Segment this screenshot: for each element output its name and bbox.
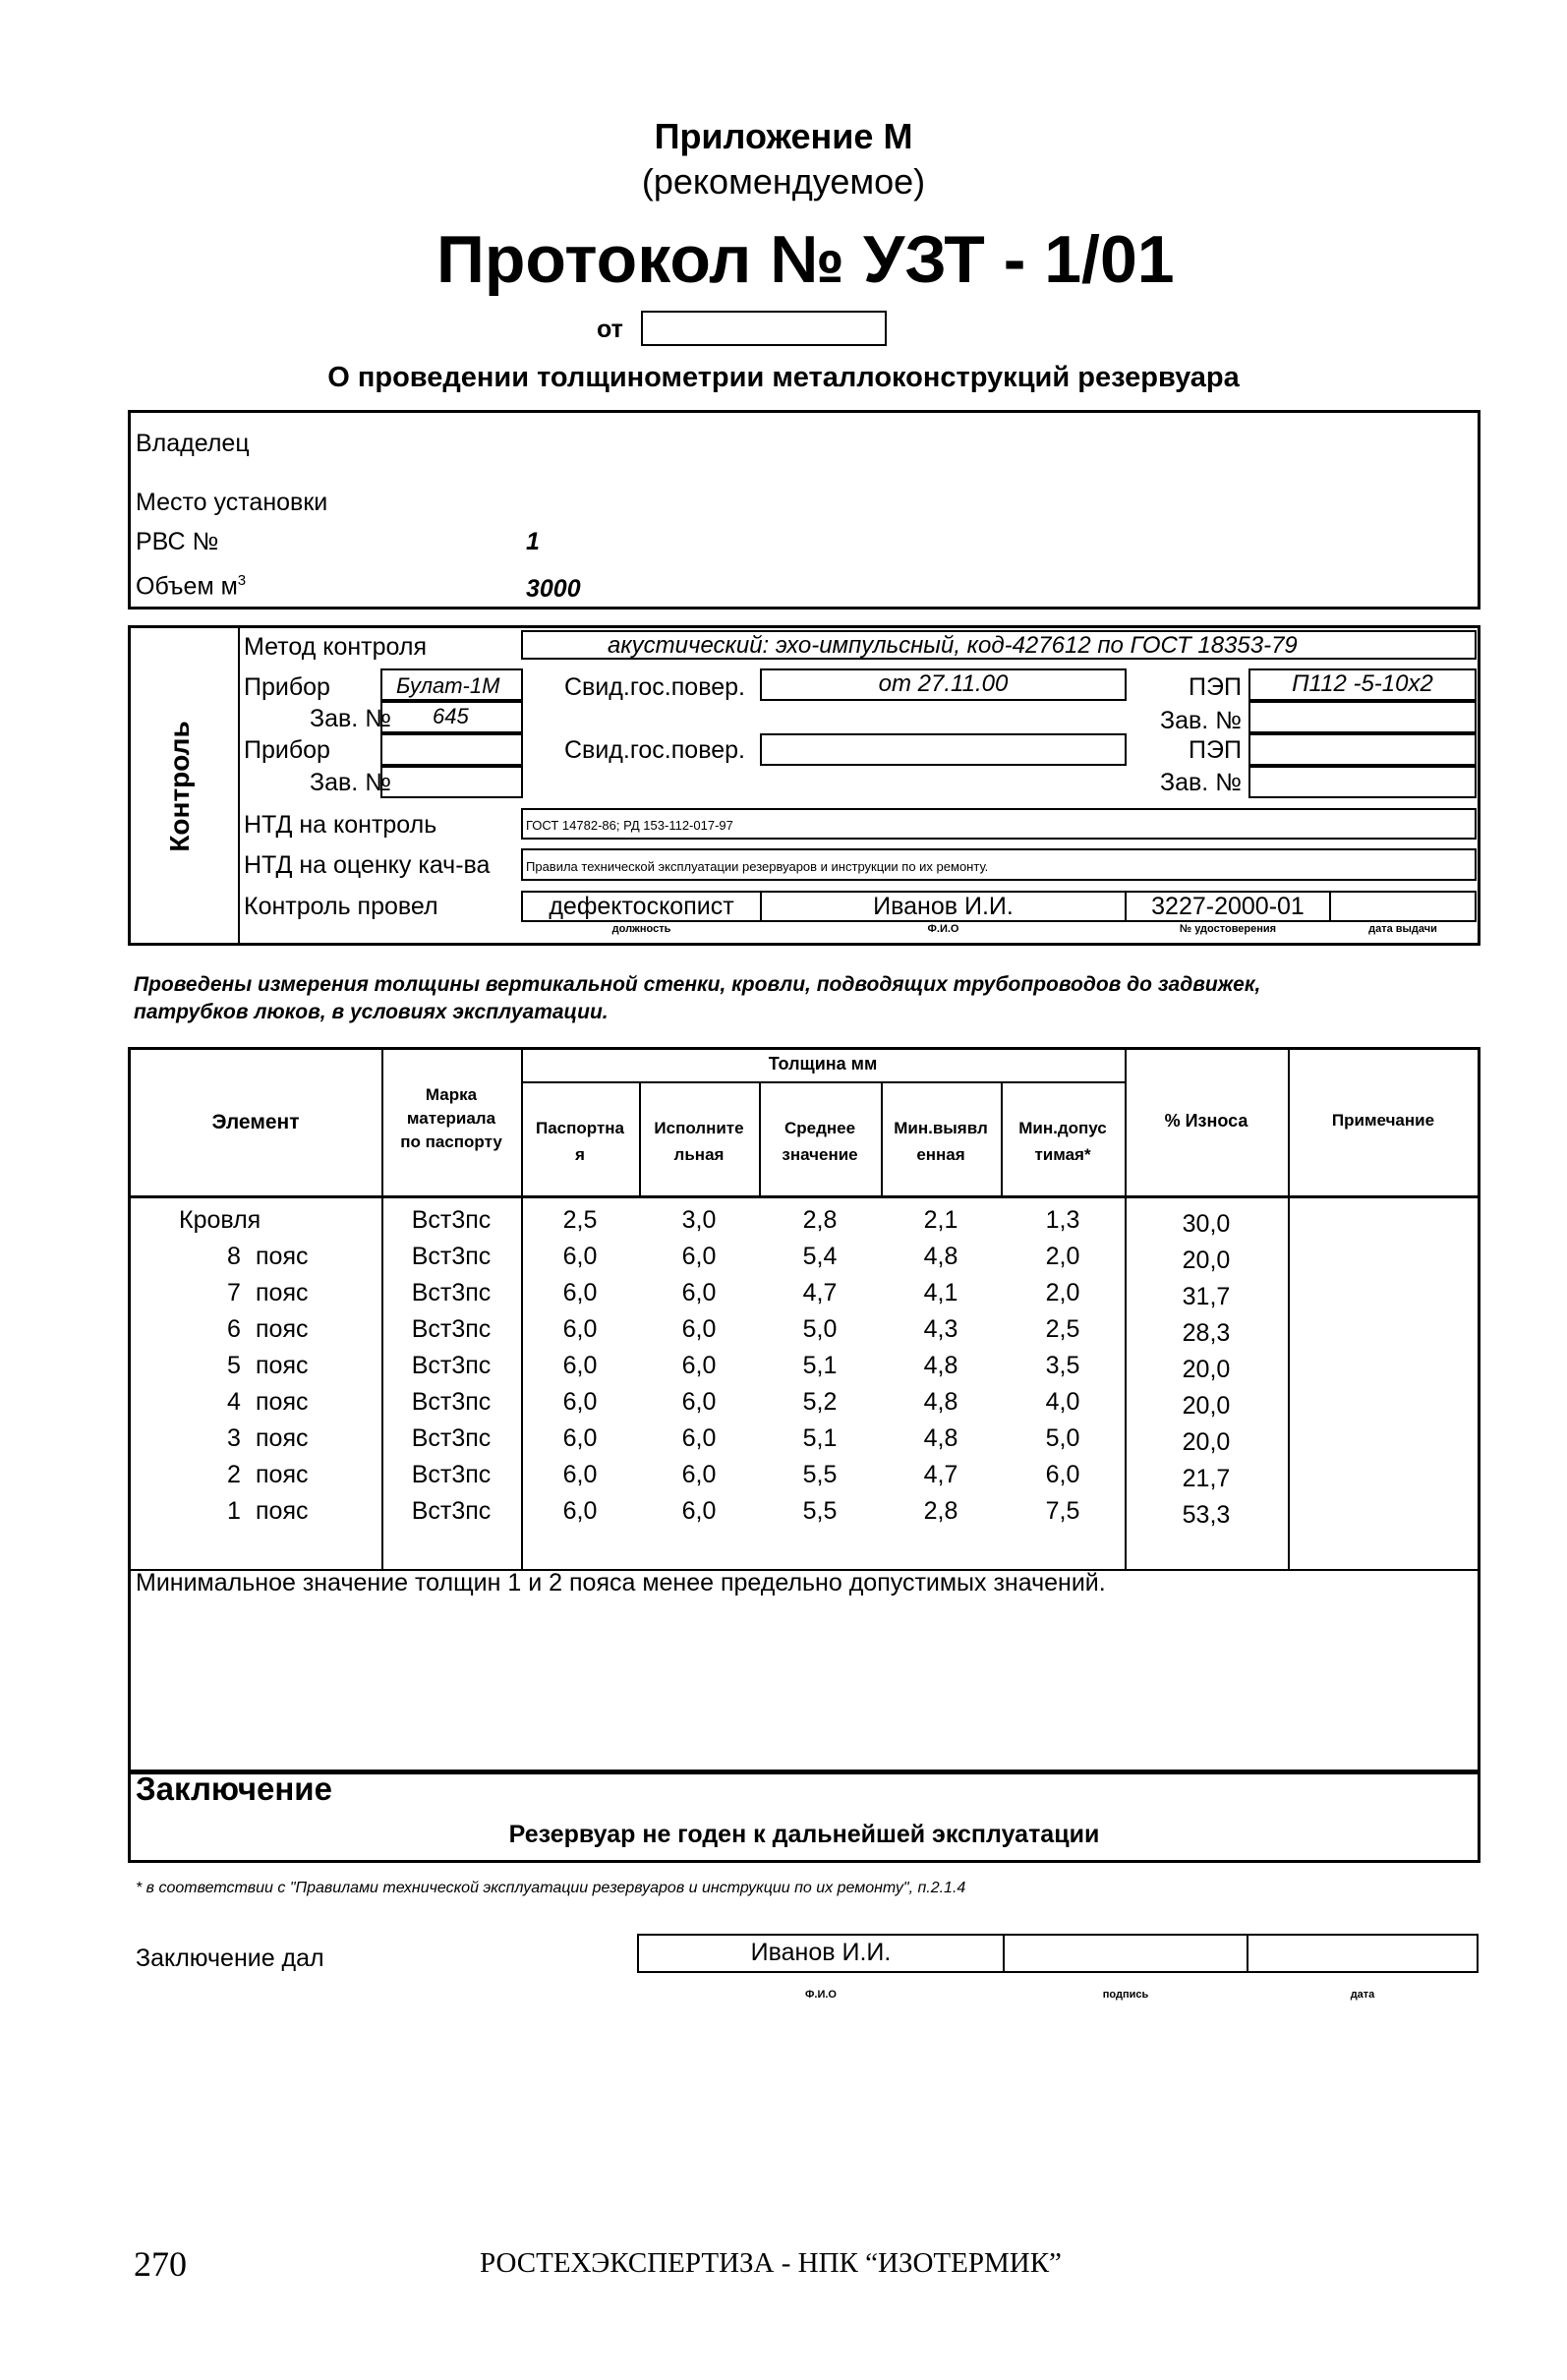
cell-actual: 6,0 [681,1424,717,1452]
cell-min-allowed: 2,0 [1045,1279,1080,1306]
cell-actual: 6,0 [681,1315,717,1343]
cert2-field[interactable] [760,733,1127,766]
cap-cert-no: № удостоверения [1179,923,1277,935]
cell-wear: 20,0 [1182,1392,1231,1420]
cell-avg: 5,5 [802,1497,838,1525]
ntd-quality-label: НТД на оценку кач-ва [244,851,491,879]
control-side-label: Контроль [164,721,195,852]
cell-name: пояс [256,1461,309,1488]
th-element: Элемент [211,1111,300,1133]
pep1-label: ПЭП [1189,673,1242,701]
cell-wear: 21,7 [1182,1465,1231,1492]
cell-name: пояс [256,1315,309,1343]
inspector-cert-value: 3227-2000-01 [1151,893,1305,920]
cell-min-allowed: 2,5 [1045,1315,1080,1343]
cell-num: 4 [227,1388,241,1416]
device1-label: Прибор [244,673,330,701]
cell-name: Кровля [179,1206,261,1234]
cell-avg: 5,1 [802,1352,838,1379]
owner-label: Владелец [136,430,250,457]
serial1-value: 645 [433,704,469,728]
signature-name-value: Иванов И.И. [750,1939,892,1966]
cell-passport: 2,5 [562,1206,598,1234]
cell-passport: 6,0 [562,1243,598,1270]
table-row [130,1279,1479,1315]
pep1-serial-field[interactable] [1248,701,1477,733]
cell-avg: 4,7 [802,1279,838,1306]
pep1-serial-label: Зав. № [1160,707,1242,734]
cell-min-found: 2,8 [923,1497,958,1525]
cell-material: Вст3пс [411,1497,492,1525]
cell-avg: 5,1 [802,1424,838,1452]
method-label: Метод контроля [244,633,427,661]
cell-min-found: 4,8 [923,1243,958,1270]
th-actual: Исполните льная [654,1119,744,1164]
th-wear: % Износа [1164,1111,1248,1131]
cell-material: Вст3пс [411,1388,492,1416]
cell-wear: 31,7 [1182,1283,1231,1310]
device2-label: Прибор [244,736,330,764]
cell-num: 2 [227,1461,241,1488]
volume-value: 3000 [526,575,581,603]
cell-min-allowed: 6,0 [1045,1461,1080,1488]
signature-label: Заключение дал [136,1945,324,1972]
owner-block [128,410,1480,610]
cell-avg: 5,4 [802,1243,838,1270]
th-passport: Паспортна я [536,1119,624,1164]
inspector-name-value: Иванов И.И. [873,893,1014,920]
cell-min-allowed: 5,0 [1045,1424,1080,1452]
cell-material: Вст3пс [411,1461,492,1488]
cell-min-found: 4,8 [923,1424,958,1452]
cell-passport: 6,0 [562,1424,598,1452]
cell-material: Вст3пс [411,1352,492,1379]
table-row [130,1497,1479,1534]
table-row [130,1206,1479,1243]
footnote: * в соответствии с "Правилами технической эксплуатации резервуаров и инструкции по их ремонту", п.2.1.4 [136,1880,966,1896]
place-label: Место установки [136,489,328,516]
pep1-value: П112 -5-10х2 [1292,670,1433,697]
cell-material: Вст3пс [411,1315,492,1343]
cell-wear: 28,3 [1182,1319,1231,1347]
appendix-subtitle: (рекомендуемое) [641,161,926,202]
ntd-control-label: НТД на контроль [244,811,437,839]
cert1-value: от 27.11.00 [878,670,1009,697]
cell-avg: 5,2 [802,1388,838,1416]
ntd-quality-value: Правила технической эксплуатации резервуаров и инструкции по их ремонту. [526,859,989,874]
cell-avg: 5,0 [802,1315,838,1343]
inspector-position-value: дефектоскопист [549,893,734,920]
pep2-field[interactable] [1248,733,1477,766]
cell-actual: 6,0 [681,1243,717,1270]
intro-line-2: патрубков люков, в условиях эксплуатации. [134,1001,609,1023]
cell-avg: 2,8 [802,1206,838,1234]
th-min-found: Мин.выявл енная [894,1119,988,1164]
cell-min-found: 4,8 [923,1352,958,1379]
cert1-label: Свид.гос.повер. [564,673,745,701]
cell-name: пояс [256,1279,309,1306]
cap-issue-date: дата выдачи [1368,923,1437,935]
cell-num: 1 [227,1497,241,1525]
serial1-label: Зав. № [310,705,391,732]
cap-sig-date: дата [1350,1989,1375,2001]
cell-wear: 20,0 [1182,1356,1231,1383]
inspector-date-field[interactable] [1329,891,1477,922]
table-row [130,1243,1479,1279]
cell-actual: 6,0 [681,1279,717,1306]
volume-label: Объем $м^3$ [136,572,247,601]
cell-num: 7 [227,1279,241,1306]
cell-name: пояс [256,1243,309,1270]
cell-passport: 6,0 [562,1388,598,1416]
th-avg: Среднее значение [782,1119,858,1164]
cell-min-allowed: 7,5 [1045,1497,1080,1525]
cell-name: пояс [256,1388,309,1416]
th-thickness: Толщина мм [768,1054,878,1074]
cell-min-allowed: 2,0 [1045,1243,1080,1270]
device1-value: Булат-1М [396,673,500,698]
cell-min-allowed: 4,0 [1045,1388,1080,1416]
table-row [130,1388,1479,1424]
cap-sig-sign: подпись [1102,1989,1149,2001]
pep2-label: ПЭП [1189,736,1242,764]
cell-passport: 6,0 [562,1497,598,1525]
device2-field[interactable] [380,733,523,766]
tank-number: 1 [526,528,540,555]
cell-wear: 20,0 [1182,1247,1231,1274]
cell-min-allowed: 1,3 [1045,1206,1080,1234]
cell-min-found: 4,3 [923,1315,958,1343]
cell-passport: 6,0 [562,1279,598,1306]
cell-min-found: 4,8 [923,1388,958,1416]
cap-position: должность [611,923,671,935]
table-body [130,1206,1479,1570]
cell-min-found: 4,1 [923,1279,958,1306]
cell-avg: 5,5 [802,1461,838,1488]
table-row [130,1315,1479,1352]
protocol-date-field[interactable] [641,311,887,346]
conclusion-text: Резервуар не годен к дальнейшей эксплуатации [508,1821,1100,1848]
cell-wear: 53,3 [1182,1501,1231,1529]
cell-name: пояс [256,1424,309,1452]
protocol-subject: О проведении толщинометрии металлоконструкций резервуара [327,362,1240,393]
intro-line-1: Проведены измерения толщины вертикальной стенки, кровли, подводящих трубопроводов до задвижек, [134,973,1261,996]
cell-material: Вст3пс [411,1279,492,1306]
cell-min-found: 4,7 [923,1461,958,1488]
remark-text: Минимальное значение толщин 1 и 2 пояса менее предельно допустимых значений. [136,1569,1106,1596]
cell-min-found: 2,1 [923,1206,958,1234]
cell-material: Вст3пс [411,1243,492,1270]
cap-name: Ф.И.О [927,923,959,935]
serial2-label: Зав. № [310,769,391,796]
table-row [130,1352,1479,1388]
signature-sign-field[interactable] [1003,1934,1248,1973]
table-row [130,1424,1479,1461]
page-number: 270 [134,2244,187,2284]
from-label: от [597,316,623,343]
cell-num: 8 [227,1243,241,1270]
pep2-serial-label: Зав. № [1160,769,1242,796]
cell-name: пояс [256,1497,309,1525]
cell-actual: 6,0 [681,1388,717,1416]
cell-num: 6 [227,1315,241,1343]
cell-num: 5 [227,1352,241,1379]
cell-num: 3 [227,1424,241,1452]
cap-sig-name: Ф.И.О [805,1989,837,2001]
inspector-label: Контроль провел [244,893,438,920]
cell-wear: 20,0 [1182,1428,1231,1456]
cell-actual: 6,0 [681,1497,717,1525]
cell-passport: 6,0 [562,1352,598,1379]
cell-actual: 6,0 [681,1461,717,1488]
publisher: РОСТЕХЭКСПЕРТИЗА - НПК “ИЗОТЕРМИК” [480,2247,1062,2279]
th-note: Примечание [1331,1111,1435,1130]
cell-material: Вст3пс [411,1424,492,1452]
cell-min-allowed: 3,5 [1045,1352,1080,1379]
ntd-control-value: ГОСТ 14782-86; РД 153-112-017-97 [526,818,733,833]
cell-material: Вст3пс [411,1206,492,1234]
conclusion-title: Заключение [136,1770,332,1807]
pep2-serial-field[interactable] [1248,766,1477,798]
th-material: Марка материала по паспорту [400,1085,502,1151]
tank-label: РВС № [136,528,219,555]
cell-wear: 30,0 [1182,1210,1231,1238]
cert2-label: Свид.гос.повер. [564,736,745,764]
cell-name: пояс [256,1352,309,1379]
signature-date-field[interactable] [1247,1934,1479,1973]
cell-actual: 3,0 [681,1206,717,1234]
cell-passport: 6,0 [562,1461,598,1488]
appendix-title: Приложение М [654,116,913,156]
serial2-field[interactable] [380,766,523,798]
cell-actual: 6,0 [681,1352,717,1379]
th-min-allowed: Мин.допус тимая* [1018,1119,1107,1164]
table-row [130,1461,1479,1497]
cell-passport: 6,0 [562,1315,598,1343]
method-value: акустический: эхо-импульсный, код-427612 по ГОСТ 18353-79 [608,632,1298,659]
protocol-title: Протокол № УЗТ - 1/01 [436,222,1175,297]
